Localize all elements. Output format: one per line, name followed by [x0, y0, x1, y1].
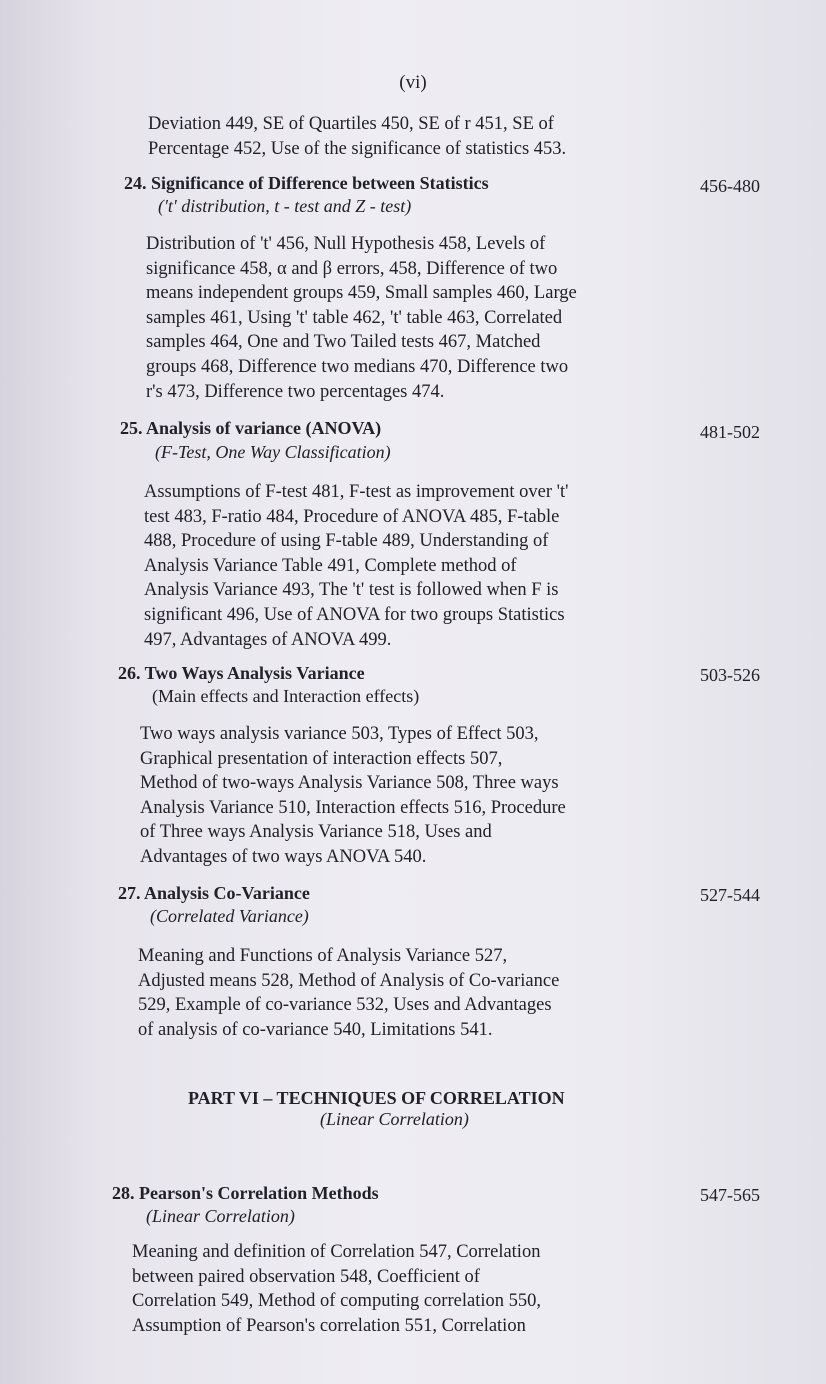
- page-number: (vi): [399, 72, 427, 93]
- chapter-28-subtitle: (Linear Correlation): [146, 1206, 295, 1226]
- contents-line: 529, Example of co-variance 532, Uses and Advantages: [138, 995, 552, 1016]
- contents-line: between paired observation 548, Coefficient of: [132, 1266, 480, 1287]
- chapter-24-subtitle: ('t' distribution, t - test and Z - test): [158, 196, 412, 216]
- chapter-27-title: 27. Analysis Co-Variance: [118, 883, 310, 903]
- contents-line: Two ways analysis variance 503, Types of Effect 503,: [140, 724, 539, 744]
- contents-line: Meaning and Functions of Analysis Variance 527,: [138, 946, 508, 966]
- chapter-24-title: 24. Significance of Difference between Statistics: [124, 173, 489, 193]
- chapter-26-pages: 503-526: [700, 665, 760, 685]
- contents-line: Analysis Variance 493, The 't' test is followed when F is: [144, 580, 559, 601]
- contents-line: of Three ways Analysis Variance 518, Uses and: [140, 822, 492, 843]
- contents-line: Analysis Variance Table 491, Complete method of: [144, 555, 517, 576]
- chapter-25-contents: [144, 480, 630, 652]
- contents-line: of analysis of co-variance 540, Limitations 541.: [138, 1019, 493, 1040]
- chapter-27-pages: 527-544: [700, 885, 760, 905]
- part-subtitle: (Linear Correlation): [320, 1109, 469, 1129]
- contents-line: significance 458, α and β errors, 458, Difference of two: [146, 258, 558, 279]
- chapter-26-title: 26. Two Ways Analysis Variance: [118, 663, 365, 683]
- contents-line: Distribution of 't' 456, Null Hypothesis 458, Levels of: [146, 234, 546, 254]
- chapter-26-subtitle: (Main effects and Interaction effects): [152, 686, 420, 706]
- contents-line: Assumption of Pearson's correlation 551, Correlation: [132, 1315, 526, 1336]
- contents-line: Method of two-ways Analysis Variance 508, Three ways: [140, 773, 559, 794]
- part-heading: PART VI – TECHNIQUES OF CORRELATION: [188, 1088, 565, 1108]
- chapter-27-subtitle: (Correlated Variance): [150, 906, 309, 926]
- contents-line: Correlation 549, Method of computing correlation 550,: [132, 1291, 541, 1312]
- chapter-27-contents: [138, 944, 622, 1042]
- chapter-25-pages: 481-502: [700, 422, 760, 442]
- contents-line: means independent groups 459, Small samples 460, Large: [146, 283, 577, 304]
- contents-line: Meaning and definition of Correlation 547, Correlation: [132, 1242, 541, 1262]
- chapter-25-title: 25. Analysis of variance (ANOVA): [120, 418, 382, 438]
- chapter-24-contents: [146, 232, 632, 404]
- contents-line: significant 496, Use of ANOVA for two groups Statistics: [144, 604, 565, 625]
- chapter-26-contents: [140, 722, 626, 870]
- contents-line: samples 461, Using 't' table 462, 't' table 463, Correlated: [146, 307, 563, 328]
- contents-line: Advantages of two ways ANOVA 540.: [140, 846, 427, 867]
- contents-line: Adjusted means 528, Method of Analysis of Co-variance: [138, 970, 560, 991]
- contents-line: samples 464, One and Two Tailed tests 467, Matched: [146, 332, 541, 353]
- chapter-28-title: 28. Pearson's Correlation Methods: [112, 1183, 379, 1203]
- chapter-28-contents: [132, 1240, 618, 1338]
- contents-line: groups 468, Difference two medians 470, Difference two: [146, 356, 569, 377]
- contents-line: Assumptions of F-test 481, F-test as improvement over 't': [144, 482, 569, 502]
- chapter-28-pages: 547-565: [700, 1185, 760, 1205]
- chapter-24-pages: 456-480: [700, 176, 760, 196]
- intro-text: [148, 112, 634, 161]
- chapter-25-subtitle: (F-Test, One Way Classification): [155, 442, 391, 462]
- contents-line: r's 473, Difference two percentages 474.: [146, 381, 445, 402]
- intro-line: Percentage 452, Use of the significance of statistics 453.: [148, 138, 567, 159]
- contents-line: 488, Procedure of using F-table 489, Understanding of: [144, 531, 549, 552]
- contents-line: test 483, F-ratio 484, Procedure of ANOVA 485, F-table: [144, 506, 560, 527]
- contents-line: 497, Advantages of ANOVA 499.: [144, 629, 392, 650]
- contents-line: Analysis Variance 510, Interaction effects 516, Procedure: [140, 797, 566, 818]
- intro-line: Deviation 449, SE of Quartiles 450, SE of r 451, SE of: [148, 114, 554, 134]
- contents-line: Graphical presentation of interaction effects 507,: [140, 748, 503, 769]
